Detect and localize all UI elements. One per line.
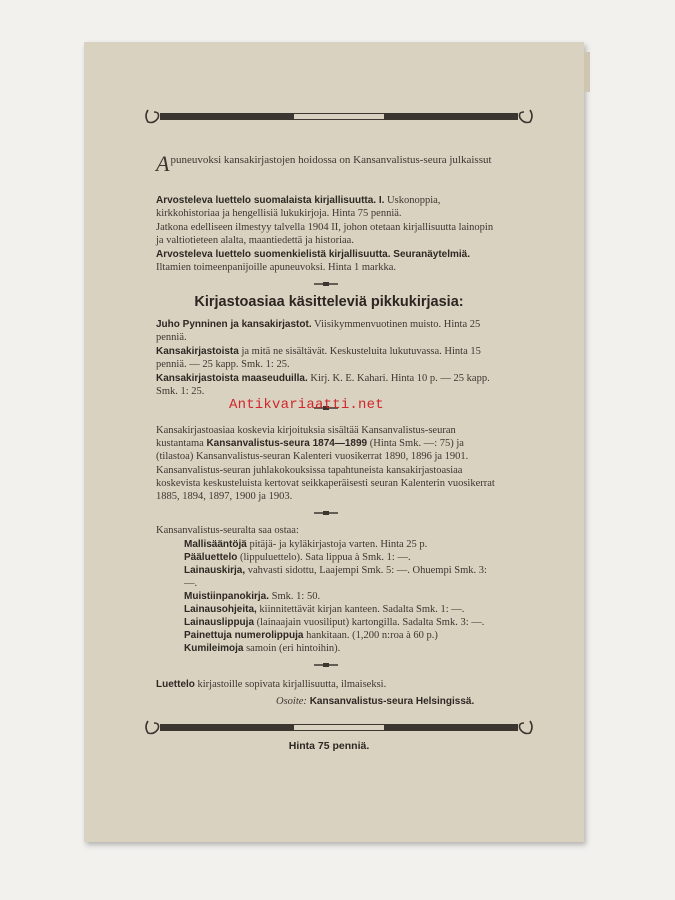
order-item	[184, 564, 496, 590]
catalog-title: Arvosteleva luettelo suomenkielistä kirjallisuutta. Seuranäytelmiä.	[156, 249, 471, 260]
catalog-entry	[156, 194, 496, 220]
order-section	[156, 524, 496, 709]
order-item-text: samoin (eri hintoihin).	[243, 643, 341, 654]
articles-paragraph	[156, 464, 496, 503]
address-value: Kansanvalistus-seura Helsingissä.	[306, 696, 475, 707]
top-ornament	[144, 106, 534, 126]
catalog-section	[156, 194, 496, 295]
booklet-entry	[156, 318, 496, 344]
order-item-title: Lainauslippuja	[184, 617, 255, 628]
order-item-title: Painettuja numerolippuja	[184, 630, 304, 641]
section-divider	[156, 507, 496, 520]
order-item-text: (lippuluettelo). Sata lippua à Smk. 1: —.	[237, 552, 411, 563]
order-item-text: vahvasti sidottu, Laajempi Smk. 5: —. Ohuempi Smk. 3: —.	[184, 565, 487, 589]
order-item-text: hankitaan. (1,200 n:roa à 60 p.)	[303, 630, 438, 641]
order-item-title: Mallisääntöjä	[184, 539, 247, 550]
intro-sentence: puneuvoksi kansakirjastojen hoidossa on Kansanvalistus-seura julkaissut	[170, 154, 492, 166]
order-item	[184, 551, 496, 564]
watermark: Antikvariaatti.net	[229, 397, 384, 413]
order-item-title: Kumileimoja	[184, 643, 244, 654]
order-item	[184, 616, 496, 629]
booklet-text: ja mitä ne sisältävät. Keskusteluita lukutuvassa. Hinta 15 penniä. — 25 kapp. Smk. 1: 25.	[156, 346, 481, 370]
articles-text: (Hinta Smk. —: 75) ja (tilastoa) Kansanvalistus-seuran Kalenteri vuosikerrat 1890, 1896 ja 1901.	[156, 438, 469, 462]
catalog-note-title: Luettelo	[156, 679, 195, 690]
articles-paragraph	[156, 424, 496, 463]
drop-cap: A	[156, 151, 170, 176]
catalog-entry	[156, 221, 496, 247]
articles-text: Kansanvalistus-seuran juhlakokouksissa tapahtuneista kansakirjastoasiaa koskevista keskusteluista kertovat seikkaperäisesti seuran Kalenterin vuosikerrat 1885, 1894, 1897, 1900 ja 1903.	[156, 465, 495, 502]
booklets-heading: Kirjastoasiaa käsitteleviä pikkukirjasia:	[194, 294, 464, 310]
order-item	[184, 642, 496, 655]
catalog-text: Uskonoppia, kirkkohistoriaa ja hengellisiä lukukirjoja. Hinta 75 penniä.	[156, 195, 441, 219]
address-line	[156, 695, 496, 708]
booklet-entry	[156, 345, 496, 371]
order-item-title: Lainausohjeita,	[184, 604, 257, 615]
catalog-entry	[156, 248, 496, 274]
address-label: Osoite:	[276, 696, 307, 707]
catalog-title: Arvosteleva luettelo suomalaista kirjallisuutta. I.	[156, 195, 385, 206]
order-item-text: Smk. 1: 50.	[269, 591, 321, 602]
order-item-text: kiinnitettävät kirjan kanteen. Sadalta Smk. 1: —.	[256, 604, 465, 615]
order-item-title: Muistiinpanokirja.	[184, 591, 270, 602]
catalog-text: Jatkona edelliseen ilmestyy talvella 1904 II, johon otetaan kirjallisuutta lainopin ja valtiotieteen alalta, maantiedettä ja historiaa.	[156, 222, 494, 246]
order-item-title: Lainauskirja,	[184, 565, 246, 576]
booklet-entry	[156, 372, 496, 398]
articles-bold-title: Kansanvalistus-seura 1874—1899	[206, 438, 368, 449]
section-divider	[156, 278, 496, 291]
bottom-ornament	[144, 717, 534, 737]
order-intro: Kansanvalistus-seuralta saa ostaa:	[156, 525, 299, 536]
booklet-title: Juho Pynninen ja kansakirjastot.	[156, 319, 312, 330]
order-item	[184, 590, 496, 603]
price-label: Hinta 75 penniä.	[288, 740, 370, 752]
articles-text: Kansakirjastoasiaa koskevia kirjoituksia sisältää Kansanvalistus-seuran kustantama	[156, 425, 456, 449]
section-divider	[156, 659, 496, 672]
order-item	[184, 538, 496, 551]
order-item	[184, 629, 496, 642]
articles-section	[156, 424, 496, 524]
booklet-back-cover	[84, 42, 584, 842]
order-item-text: (lainaajain vuosiliput) kartongilla. Sadalta Smk. 3: —.	[254, 617, 485, 628]
catalog-note-text: kirjastoille sopivata kirjallisuutta, ilmaiseksi.	[194, 679, 387, 690]
order-item	[184, 603, 496, 616]
booklet-text: Viisikymmenvuotinen muisto. Hinta 25 penniä.	[156, 319, 481, 343]
booklet-text: Kirj. K. E. Kahari. Hinta 10 p. — 25 kapp. Smk. 1: 25.	[156, 373, 490, 397]
catalog-text: Iltamien toimeenpanijoille apuneuvoksi. Hinta 1 markka.	[156, 262, 396, 273]
booklet-title: Kansakirjastoista	[156, 346, 239, 357]
order-item-text: pitäjä- ja kyläkirjastoja varten. Hinta 25 p.	[246, 539, 428, 550]
catalog-note	[156, 678, 496, 691]
booklet-title: Kansakirjastoista maaseuduilla.	[156, 373, 308, 384]
order-list	[156, 538, 496, 655]
order-item-title: Pääluettelo	[184, 552, 238, 563]
intro-text	[156, 151, 496, 176]
